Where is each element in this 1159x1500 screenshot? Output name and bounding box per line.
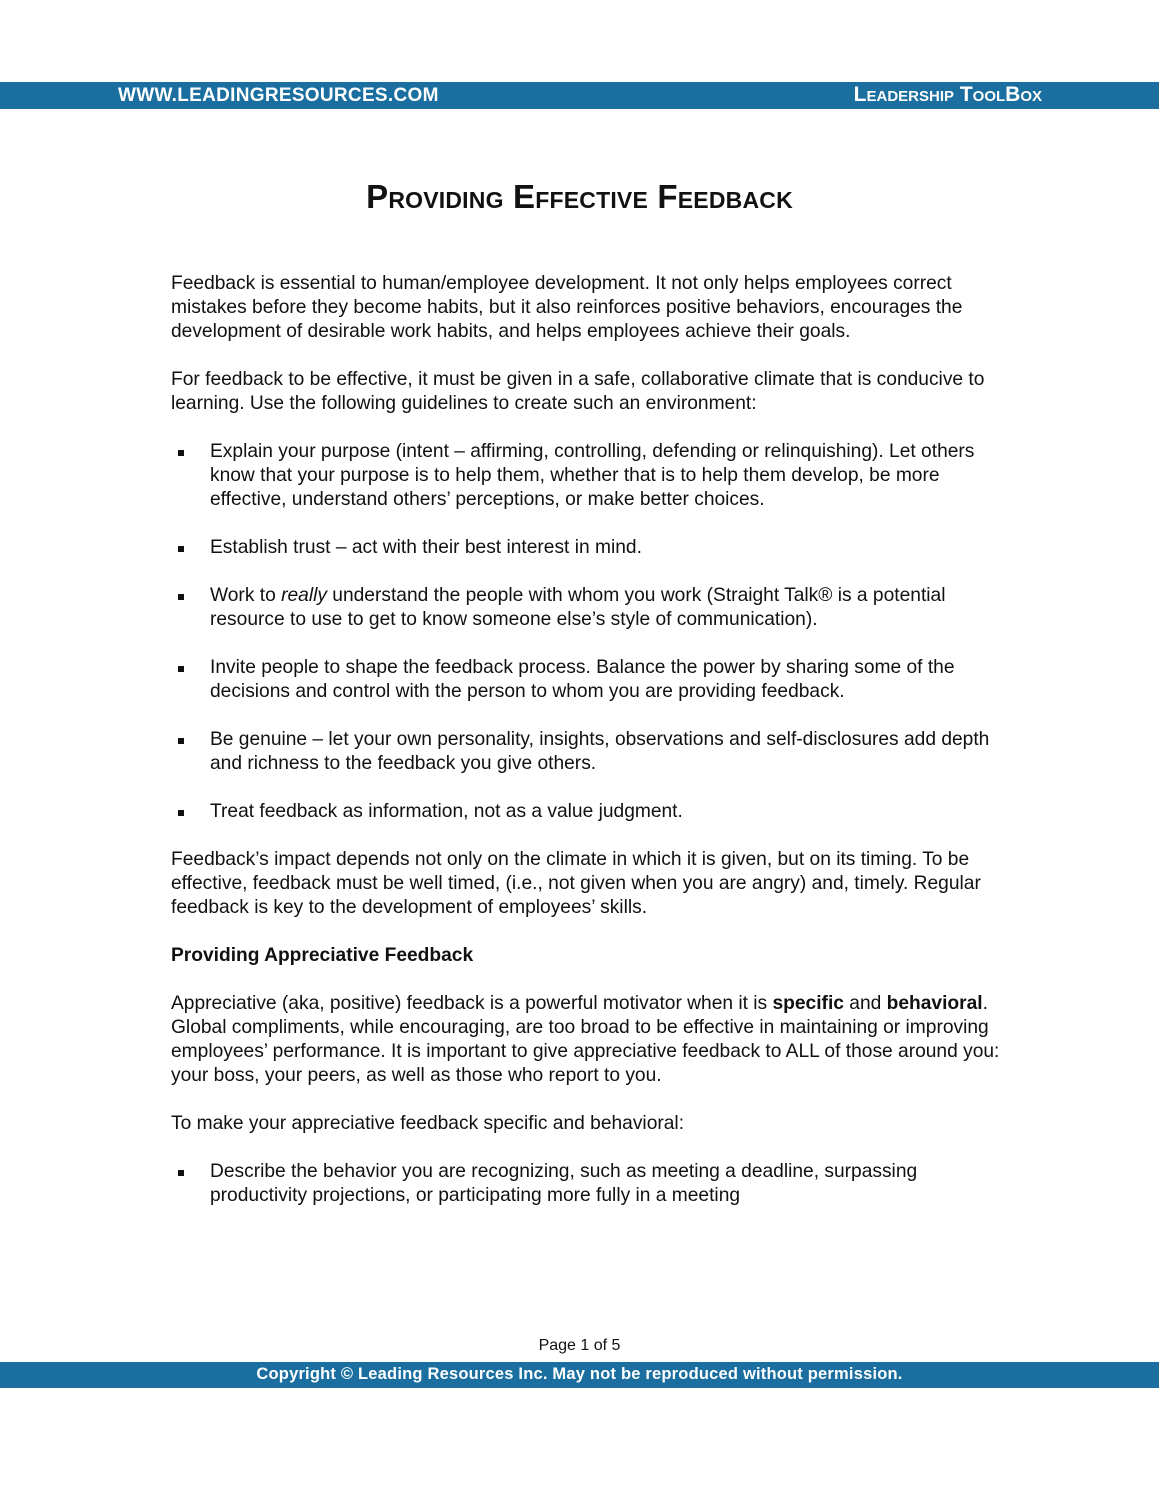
bullet-icon	[178, 666, 184, 672]
list-item	[171, 728, 1001, 776]
bullet-icon	[178, 450, 184, 456]
list-item-text: Establish trust – act with their best interest in mind.	[210, 537, 642, 558]
list-item	[171, 800, 1001, 824]
copyright-text: Copyright © Leading Resources Inc. May not be reproduced without permission.	[256, 1365, 903, 1383]
header-band	[0, 82, 1159, 109]
list-item	[171, 536, 1001, 560]
list-item	[171, 1160, 1001, 1208]
bullet-icon	[178, 810, 184, 816]
intro-paragraph-2: For feedback to be effective, it must be given in a safe, collaborative climate that is conducive to learning. Use the following guidelines to create such an environment:	[171, 369, 985, 414]
list-item-text: Describe the behavior you are recognizing, such as meeting a deadline, surpassing productivity projections, or participating more fully in a meeting	[210, 1161, 918, 1206]
list-item-text-after: understand the people with whom you work (Straight Talk® is a potential resource to use to get to know someone else’s style of communication).	[210, 585, 946, 630]
list-item	[171, 584, 1001, 632]
text-run: and	[843, 993, 887, 1014]
page-title: Providing Effective Feedback	[366, 178, 793, 215]
list-item-text: Invite people to shape the feedback process. Balance the power by sharing some of the decisions and control with the person to whom you are providing feedback.	[210, 657, 955, 702]
section-heading-appreciative: Providing Appreciative Feedback	[171, 945, 474, 966]
page-number: Page 1 of 5	[538, 1337, 621, 1354]
footer-band	[0, 1362, 1159, 1388]
appreciative-paragraph-1	[171, 992, 1001, 1088]
intro-paragraph-1: Feedback is essential to human/employee development. It not only helps employees correct mistakes before they become habits, but it also reinforces positive behaviors, encourages the development of desirable work habits, and helps employees achieve their goals.	[171, 273, 963, 342]
bullet-icon	[178, 738, 184, 744]
list-item	[171, 440, 1001, 512]
list-item-text-before: Work to	[210, 585, 282, 606]
bullet-icon	[178, 1170, 184, 1176]
bullet-icon	[178, 546, 184, 552]
appreciative-paragraph-2: To make your appreciative feedback specific and behavioral:	[171, 1113, 685, 1134]
list-item-emphasis: really	[281, 585, 327, 606]
guidelines-list	[171, 440, 1001, 824]
list-item-text: Treat feedback as information, not as a value judgment.	[210, 801, 683, 822]
text-run: . Global compliments, while encouraging, are too broad to be effective in maintaining or improving employees’ performance. It is important to give appreciative feedback to ALL of those around you: your boss, your peers, as well as those who report to you.	[171, 993, 1000, 1086]
appreciative-list	[171, 1160, 1001, 1208]
bullet-icon	[178, 594, 184, 600]
emphasis-specific: specific	[772, 993, 844, 1014]
emphasis-behavioral: behavioral	[886, 993, 983, 1014]
list-item-text: Explain your purpose (intent – affirming, controlling, defending or relinquishing). Let others know that your purpose is to help them, whether that is to help them develop, be more effective, understand others’ perceptions, or make better choices.	[210, 441, 975, 510]
text-run: Appreciative (aka, positive) feedback is a powerful motivator when it is	[171, 993, 773, 1014]
timing-paragraph: Feedback’s impact depends not only on the climate in which it is given, but on its timing. To be effective, feedback must be well timed, (i.e., not given when you are angry) and, timely. Regular feedback is key to the development of employees’ skills.	[171, 849, 981, 918]
list-item-text: Be genuine – let your own personality, insights, observations and self-disclosures add depth and richness to the feedback you give others.	[210, 729, 990, 774]
document-body	[171, 272, 1001, 1232]
leadership-toolbox-label: Leadership ToolBox	[853, 83, 1042, 106]
list-item	[171, 656, 1001, 704]
site-url: WWW.LEADINGRESOURCES.COM	[118, 85, 439, 106]
